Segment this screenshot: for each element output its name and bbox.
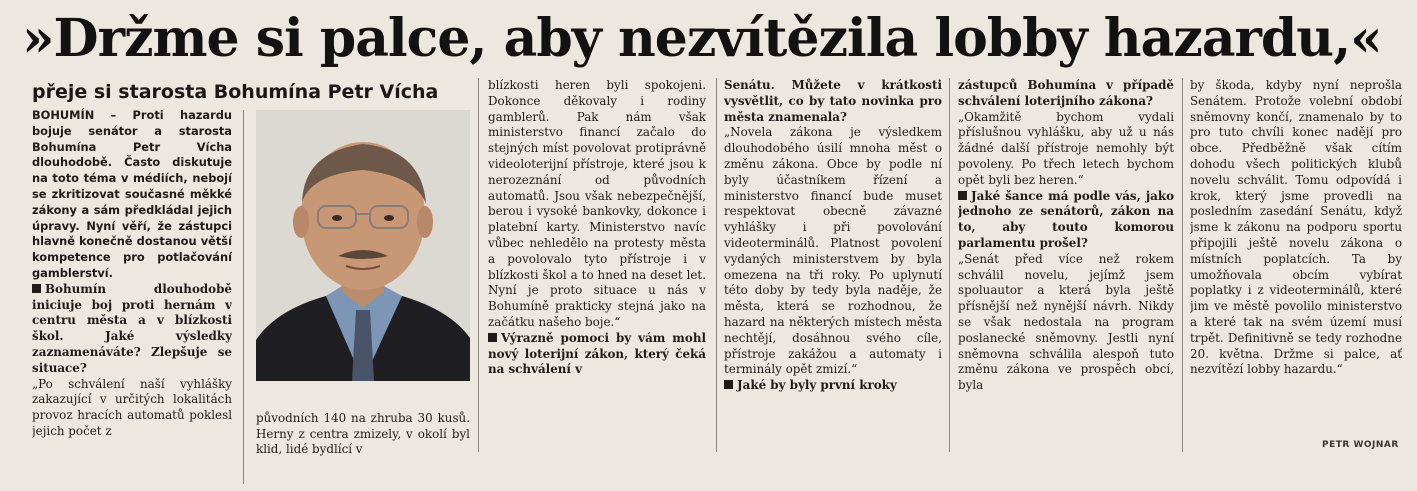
question-2 xyxy=(488,331,706,378)
question-4 xyxy=(958,189,1174,252)
column-3 xyxy=(488,78,706,461)
column-rule xyxy=(949,78,950,452)
answer-4: „Senát před více než rokem schválil novelu, jejímž jsem spoluautor a která byla ještě přísnější než nynější návrh. Nikdy se však nedostala na program poslanecké sněmovny. Jestli nyní sněmovna schválila alespoň tuto změnu zákona ve prospěch obcí, byla xyxy=(958,251,1174,393)
answer-1: „Po schválení naší vyhlášky zakazující v určitých lokalitách provoz hracích automatů poklesl jejich počet z xyxy=(32,376,232,438)
column-3-text: blízkosti heren byli spokojeni. Dokonce děkovaly i rodiny gamblerů. Pak nám však ministerstvo financí začalo do stejných míst povolovat protiprávně videoloterijní přístroje, které jsou k nerozeznání od původních automatů. Jsou však nebezpečnější, berou i vysoké bankovky, dokonce i platební karty. Ministerstvo navíc vůbec nehledělo na protesty města a povolovalo tyto přístroje i v blízkosti škol a to hned na deset let. Nyní je proto situace u nás v Bohumíně prakticky stejná jako na začátku našeho boje.“ xyxy=(488,78,706,329)
question-3 xyxy=(724,378,942,394)
subheadline: přeje si starosta Bohumína Petr Vícha xyxy=(32,81,439,103)
portrait-photo xyxy=(256,110,470,381)
column-5 xyxy=(958,78,1174,461)
headline: »Držme si palce, aby nezvítězila lobby hazardu,« xyxy=(22,8,1382,69)
column-rule xyxy=(478,78,479,452)
byline: PETR WOJNAR xyxy=(1322,440,1399,450)
answer-2: „Novela zákona je výsledkem dlouhodobého úsilí mnoha měst o změnu zákona. Obce by podle ní byly účastníkem řízení a ministerstvo financí bude muset respektovat obecně závazné vyhlášky i při povolování videoterminálů. Platnost povolení vydaných ministerstvem by byla omezena na tři roky. Po uplynutí této doby by tedy byla naděje, že města, která se rozhodnou, že hazard na některých místech města nechtějí, dosáhnou svého cíle, přístroje zakážou a automaty i terminály opět zmizí.“ xyxy=(724,125,942,377)
bullet-square-icon xyxy=(32,284,41,293)
column-1 xyxy=(32,108,232,491)
bullet-square-icon xyxy=(724,380,733,389)
column-rule xyxy=(1182,78,1183,452)
column-6 xyxy=(1190,78,1402,438)
question-1-text: Bohumín dlouhodobě iniciuje boj proti hernám v centru města a v blízkosti škol. Jaké výsledky zaznamenáváte? Zlepšuje se situace? xyxy=(32,281,232,375)
column-2 xyxy=(256,399,470,470)
bullet-square-icon xyxy=(958,191,967,200)
column-rule xyxy=(716,78,717,452)
question-3-text: Jaké by byly první kroky xyxy=(737,378,897,393)
column-4 xyxy=(724,78,942,461)
question-2-continued: Senátu. Můžete v krátkosti vysvětlit, co by tato novinka pro města znamenala? xyxy=(724,78,942,124)
column-6-text: by škoda, kdyby nyní neprošla Senátem. Protože volební období sněmovny končí, znamenalo by to pro tuto chvíli konec nadějí pro obce. Předběžně však cítím dohodu všech politických klubů novelu schválit. Tomu odpovídá i krok, který jsme provedli na posledním zasedání Senátu, když jsme k zákonu na podporu sportu připojili ještě novelu zákona o místních poplatcích. Ta by umožňovala obcím vybírat poplatky i z videoterminálů, které jim ve městě povolilo ministerstvo a které tak na svém území musí trpět. Definitivně se tedy rozhodne 20. května. Držme si palce, ať nezvítězí lobby hazardu.“ xyxy=(1190,78,1402,377)
question-4-text: Jaké šance má podle vás, jako jednoho ze senátorů, zákon na to, aby touto komorou parlamentu prošel? xyxy=(958,188,1174,250)
lead-paragraph: BOHUMÍN – Proti hazardu bojuje senátor a starosta Bohumína Petr Vícha dlouhodobě. Často diskutuje na toto téma v médiích, nebojí se zkritizovat současné měkké zákony a sám předkládal jejich úpravy. Nyní věří, že zástupci hlavně konečně dostanou větší kompetence pro potlačování gamblerství. xyxy=(32,108,232,280)
question-3-continued: zástupců Bohumína v případě schválení loterijního zákona? xyxy=(958,78,1174,108)
column-2-text: původních 140 na zhruba 30 kusů. Herny z centra zmizely, v okolí byl klid, lidé bydlící v xyxy=(256,410,470,457)
question-1 xyxy=(32,282,232,377)
column-rule xyxy=(243,110,244,484)
bullet-square-icon xyxy=(488,333,497,342)
question-2-text: Výrazně pomoci by vám mohl nový loterijní zákon, který čeká na schválení v xyxy=(488,330,706,377)
answer-3: „Okamžitě bychom vydali příslušnou vyhlášku, aby už u nás žádné další přístroje nemohly být povoleny. Po třech letech bychom opět byli bez heren.“ xyxy=(958,109,1174,187)
portrait-illustration xyxy=(256,110,470,381)
